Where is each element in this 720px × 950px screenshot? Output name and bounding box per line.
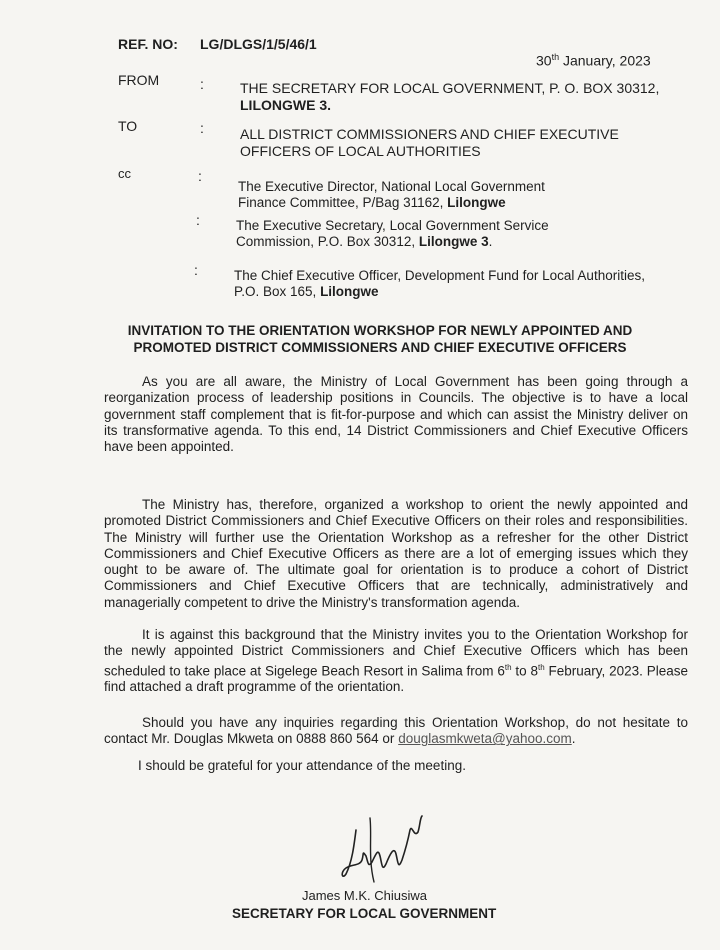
subject-title: INVITATION TO THE ORIENTATION WORKSHOP FOR NEWLY APPOINTED AND PROMOTED DISTRICT COMMISSIONERS AND CHIEF EXECUTIVE OFFICERS: [127, 323, 633, 355]
cc-colon-1: :: [198, 168, 202, 184]
from-label: FROM: [118, 72, 160, 88]
to-label: TO: [118, 118, 138, 134]
body-paragraph-2: The Ministry has, therefore, organized a workshop to orient the newly appointed and promoted District Commissioners and Chief Executive Officers on their roles and responsibilities. The Ministry will further use the Orientation Workshop as a refresher for the other District Commissioners and Chief Executive Officers as there are a lot of emerging issues which they ought to be aware of. The ultimate goal for orientation is to produce a cohort of District Commissioners and Chief Executive Officers that are technically, administratively and managerially competent to drive the Ministry's transformation agenda.: [104, 497, 688, 610]
from-colon: :: [200, 76, 204, 92]
body-paragraph-3: It is against this background that the Ministry invites you to the Orientation Workshop for the newly appointed District Commissioners and Chief Executive Officers which has been scheduled to take place at Sigelege Beach Resort in Salima from 6th to 8th February, 2023. Please find attached a draft programme of the orientation.: [104, 627, 688, 695]
body-paragraph-4: Should you have any inquiries regarding this Orientation Workshop, do not hesitate to contact Mr. Douglas Mkweta on 0888 860 564 or douglasmkweta@yahoo.com.: [104, 715, 688, 747]
contact-email-link[interactable]: douglasmkweta@yahoo.com: [398, 731, 572, 747]
cc-item-3: The Chief Executive Officer, Development Fund for Local Authorities, P.O. Box 165, Lilongwe: [234, 268, 645, 299]
letter-date: 30th January, 2023: [536, 52, 651, 69]
body-paragraph-5: I should be grateful for your attendance of the meeting.: [138, 758, 466, 773]
handwritten-signature: [338, 810, 448, 890]
cc-colon-2: :: [196, 212, 200, 228]
signatory-title: SECRETARY FOR LOCAL GOVERNMENT: [232, 906, 497, 921]
cc-item-2: The Executive Secretary, Local Government Service Commission, P.O. Box 30312, Lilongwe 3.: [236, 218, 549, 249]
from-text: [240, 80, 680, 114]
cc-item-1: The Executive Director, National Local Government Finance Committee, P/Bag 31162, Lilongwe: [238, 179, 545, 210]
signatory-name: James M.K. Chiusiwa: [302, 888, 427, 903]
to-text: ALL DISTRICT COMMISSIONERS AND CHIEF EXECUTIVE OFFICERS OF LOCAL AUTHORITIES: [240, 126, 619, 159]
cc-colon-3: :: [194, 262, 198, 278]
to-colon: :: [200, 120, 204, 136]
cc-label: cc: [118, 166, 131, 181]
body-paragraph-1: As you are all aware, the Ministry of Local Government has been going through a reorganization process of leadership positions in Councils. The objective is to have a local government staff complement that is fit-for-purpose and which can assist the Ministry deliver on its transformative agenda. To this end, 14 District Commissioners and Chief Executive Officers have been appointed.: [104, 374, 688, 455]
from-address: THE SECRETARY FOR LOCAL GOVERNMENT, P. O. BOX 30312,: [240, 80, 660, 96]
ref-label: REF. NO:: [118, 36, 178, 52]
ref-number: LG/DLGS/1/5/46/1: [200, 36, 317, 52]
from-city: LILONGWE 3.: [240, 97, 331, 113]
